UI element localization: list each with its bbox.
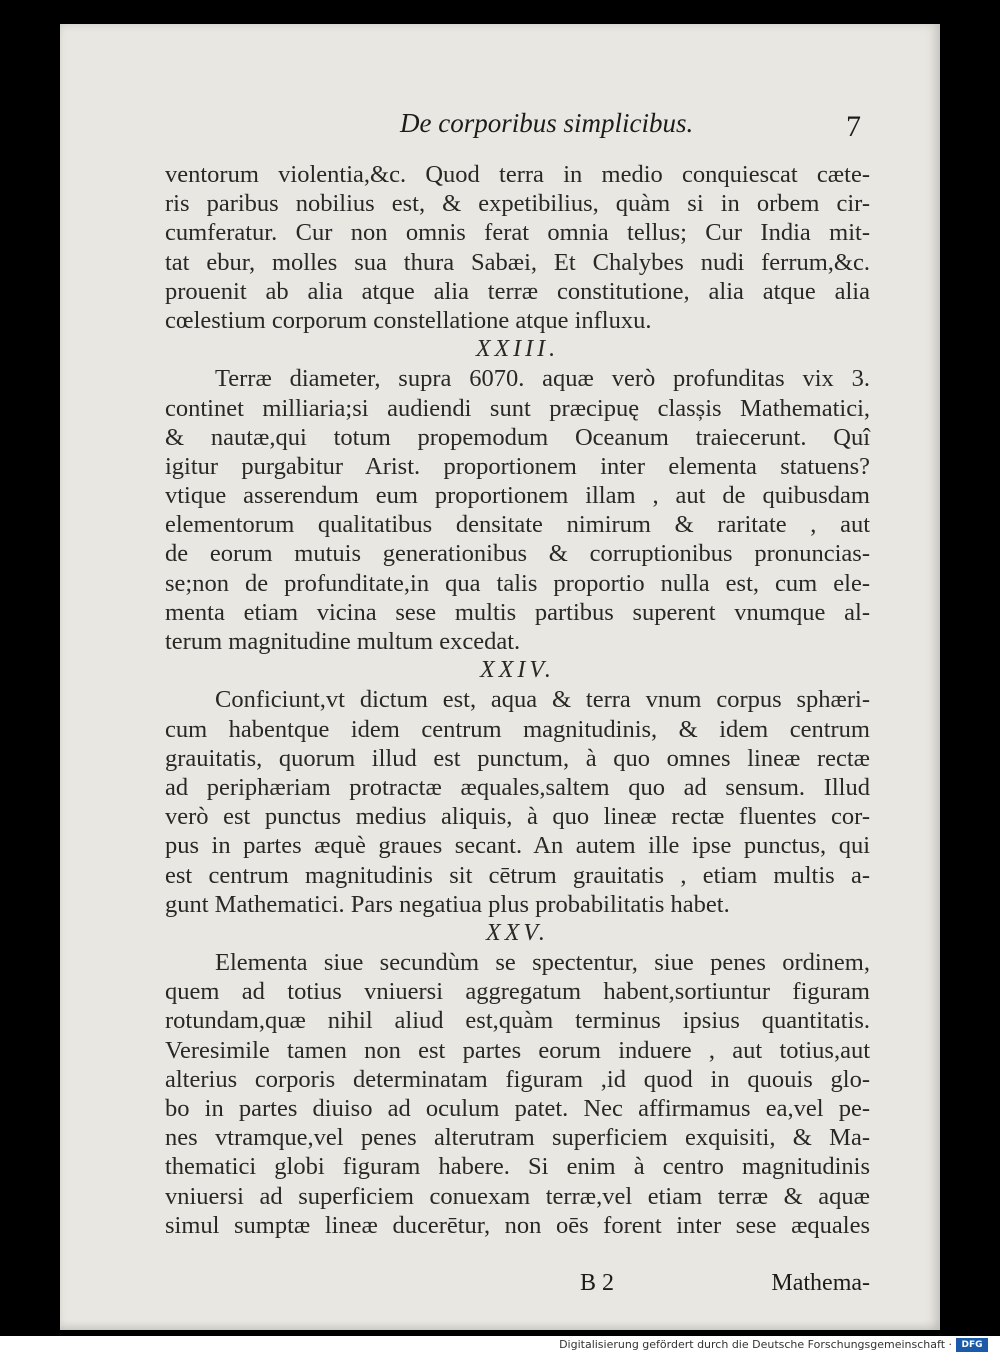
text-line: pus in partes æquè graues secant. An autem ille ipse punctus, qui (165, 832, 870, 860)
text-line: ventorum violentia,&c. Quod terra in medio conquiescat cæte- (165, 161, 870, 188)
text-line: bo in partes diuiso ad oculum patet. Nec affirmamus ea,vel pe- (165, 1095, 870, 1122)
running-head: De corporibus simplicibus. (400, 108, 694, 138)
text-line: cum habentque idem centrum magnitudinis, & idem centrum (165, 715, 870, 743)
text-line: alterius corporis determinatam figuram ,id quod in quouis glo- (165, 1065, 870, 1093)
text-line: thematici globi figuram habere. Si enim à centro magnitudinis (165, 1153, 870, 1181)
credit-bar (0, 1336, 1000, 1356)
text-line: grauitatis, quorum illud est punctum, à quo omnes lineæ rectæ (165, 744, 870, 772)
text-line: nes vtramque,vel penes alterutram superficiem exquisiti, & Ma- (165, 1124, 870, 1152)
dfg-logo: DFG (956, 1338, 988, 1352)
text-line: Elementa siue secundùm se spectentur, siue penes ordinem, (215, 949, 870, 977)
text-line: verò est punctus medius aliquis, à quo lineæ rectæ fluentes cor- (165, 803, 870, 831)
text-line: de eorum mutuis generationibus & corruptionibus pronuncias- (165, 540, 870, 568)
signature-mark: B 2 (580, 1270, 615, 1296)
text-line: terum magnitudine multum excedat. (165, 628, 521, 655)
body-text (165, 160, 870, 1240)
text-line: vniuersi ad superficiem conuexam terræ,vel etiam terræ & aquæ (165, 1182, 870, 1210)
text-line: cumferatur. Cur non omnis ferat omnia tellus; Cur India mit- (165, 219, 870, 247)
page-footer (165, 1270, 870, 1300)
page-number: 7 (846, 110, 861, 143)
text-line: est centrum magnitudinis sit cētrum grauitatis , etiam multis a- (165, 861, 870, 889)
text-line: rotundam,quæ nihil aliud est,quàm terminus ipsius quantitatis. (165, 1007, 870, 1035)
text-line: prouenit ab alia atque alia terræ constitutione, alia atque alia (165, 277, 870, 305)
text-line: gunt Mathematici. Pars negatiua plus probabilitatis habet. (165, 890, 730, 918)
text-line: vtique asserendum eum proportionem illam , aut de quibusdam (165, 482, 870, 510)
text-line: quem ad totius vniuersi aggregatum habent,sortiuntur figuram (165, 978, 870, 1006)
funding-credit: Digitalisierung gefördert durch die Deutsche Forschungsgemeinschaft · (559, 1338, 952, 1351)
text-line: & nautæ,qui totum propemodum Oceanum traiecerunt. Quî (165, 423, 870, 451)
text-line: tat ebur, molles sua thura Sabæi, Et Chalybes nudi ferrum,&c. (165, 248, 870, 276)
catchword: Mathema- (771, 1270, 870, 1296)
text-line: elementorum qualitatibus densitate nimirum & raritate , aut (165, 511, 870, 539)
text-line: Conficiunt,vt dictum est, aqua & terra vnum corpus sphæri- (215, 686, 870, 714)
text-line: Veresimile tamen non est partes eorum induere , aut totius,aut (165, 1036, 870, 1064)
book-page (60, 24, 940, 1330)
text-line: simul sumptæ lineæ ducerētur, non oēs forent inter sese æquales (165, 1211, 870, 1239)
text-line: Terræ diameter, supra 6070. aquæ verò profunditas vix 3. (215, 365, 870, 393)
text-line: ris paribus nobilius est, & expetibilius, quàm si in orbem cir- (165, 190, 870, 218)
text-line: continet milliaria;si audiendi sunt præcipuę clasșis Mathematici, (165, 394, 870, 422)
text-line: menta etiam vicina sese multis partibus superent vnumque al- (165, 598, 870, 626)
text-line: igitur purgabitur Arist. proportionem inter elementa statuens? (165, 452, 870, 480)
section-heading: XXIII. (475, 336, 560, 363)
section-heading: XXV. (486, 919, 549, 946)
text-line: cœlestium corporum constellatione atque influxu. (165, 306, 652, 334)
text-line: se;non de profunditate,in qua talis proportio nulla est, cum ele- (165, 569, 870, 597)
text-line: ad periphæriam protractæ æquales,saltem quo ad sensum. Illud (165, 773, 870, 801)
section-heading: XXIV. (480, 657, 555, 684)
